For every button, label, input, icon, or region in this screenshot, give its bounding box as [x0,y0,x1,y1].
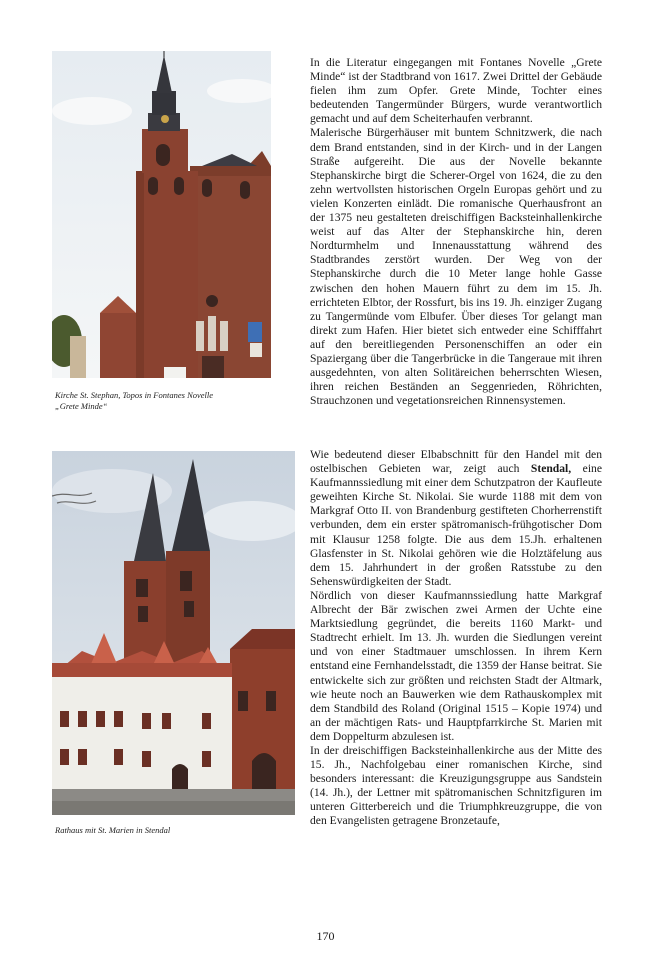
paragraph: In der dreischiffigen Backsteinhallenkirche aus der Mitte des 15. Jh., Nachfolgebau einer romanischen Kirche, sind besonders interessant: die Kreuzigungsgruppe aus Sandstein (14. Jh.), der Lettner mit spätromanischen Schnitzfiguren im unteren Gitterbereich und die Triumphkreuzgruppe, die von den Evangelisten getragene Bronzetaufe, [310,743,602,828]
paragraph: Malerische Bürgerhäuser mit buntem Schnitzwerk, die nach dem Brand entstanden, sind in der Kirch- und in der Langen Straße aufgereiht. Die aus der Novelle bekannte Stephanskirche birgt die Scherer-Orgel von 1624, die zu den zehn wertvollsten historischen Orgeln Europas gehört und zu vielen Konzerten einlädt. Die romanische Querhausfront an der 1375 neu gestalteten dreischiffigen Backsteinhallenkirche weist auf das Alter der Stephanskirche hin, deren Nordturmhelm und Innenausstattung während des Stadtbrandes zerstört wurden. Der Weg von der Stephanskirche durch die 10 Meter lange hohle Gasse zwischen den hohen Mauern führt zu dem im 15. Jh. errichteten Elbtor, der Rossfurt, bis ins 19. Jh. einziger Zugang zu Tangermünde vom Elbufer. Über dieses Tor gelangt man direkt zum Hafen. Hier bietet sich entweder eine Schifffahrt auf den bereitliegenden Personenschiffen an oder ein Spaziergang über die Tangerbrücke in die Tangeraue mit ihren ausgedehnten, von alten Solitäreichen beherrschten Wiesen, ihren reichen Beständen an Seggenrieden, Röhrichten, Strauchzonen und vegetationsreichen Rinnensystemen. [310,126,602,408]
text-block-tangermuende [310,56,602,408]
paragraph: Nördlich von dieser Kaufmannssiedlung hatte Markgraf Albrecht der Bär zwischen zwei Armen der Uchte eine Marktsiedlung gegründet, die bereits 1160 Markt- und Stadtrecht erhielt. Im 13. Jh. wurden die Siedlungen vereint und von einer Stadtmauer umschlossen. In ihrem Kern entstand eine Fernhandelsstadt, die 1359 der Hanse beitrat. Sie entwickelte sich zur größten und reichsten Stadt der Altmark, wie heute noch an Bauwerken wie dem Rathauskomplex mit dem Standbild des Roland (Original 1515 – Kopie 1974) und an der mächtigen Rats- und Hauptpfarrkirche St. Marien mit dem Doppelturm abzulesen ist. [310,588,602,743]
text-run: Wie bedeutend dieser Elbabschnitt für den Handel mit den ostelbischen Gebieten war, zeigt auch [310,448,602,476]
text-run: eine Kaufmannssiedlung mit einer dem Schutzpatron der Kaufleute geweihten Kirche St. Nikolai. Sie wurde 1188 mit dem von Markgraf Otto II. von Brandenburg gestifteten Chorherrenstift verbunden, dem ein erster spätromanisch-frühgotischer Dom mit Klausur 1258 folgte. Die aus dem 15.Jh. erhaltenen Glasfenster in St. Nikolai gehören wie die Holztäfelung aus dem 15. Jahrhundert in der großen Ratsstube zu den Sehenswürdigkeiten der Stadt. [310,462,602,588]
church-st-stephan-photo [52,51,271,378]
paragraph [310,448,602,589]
paragraph: In die Literatur eingegangen mit Fontanes Novelle „Grete Minde“ ist der Stadtbrand von 1617. Zwei Drittel der Gebäude fielen ihm zum Opfer. Grete Minde, Tochter eines bedeutenden Tangermünder Bürgers, wurde verantwortlich gemacht und auf dem Scheiterhaufen verbrannt. [310,56,602,126]
bold-place-name: Stendal, [530,462,572,476]
caption-line: Kirche St. Stephan, Topos in Fontanes Novelle [55,390,214,400]
rathaus-st-marien-photo [52,451,295,815]
page-number: 170 [316,929,335,943]
text-block-stendal [310,448,602,829]
caption-line: Rathaus mit St. Marien in Stendal [55,825,171,835]
figure-caption-st-stephan [55,390,275,412]
caption-line: „Grete Minde“ [55,401,108,411]
figure-caption-rathaus [55,825,275,836]
